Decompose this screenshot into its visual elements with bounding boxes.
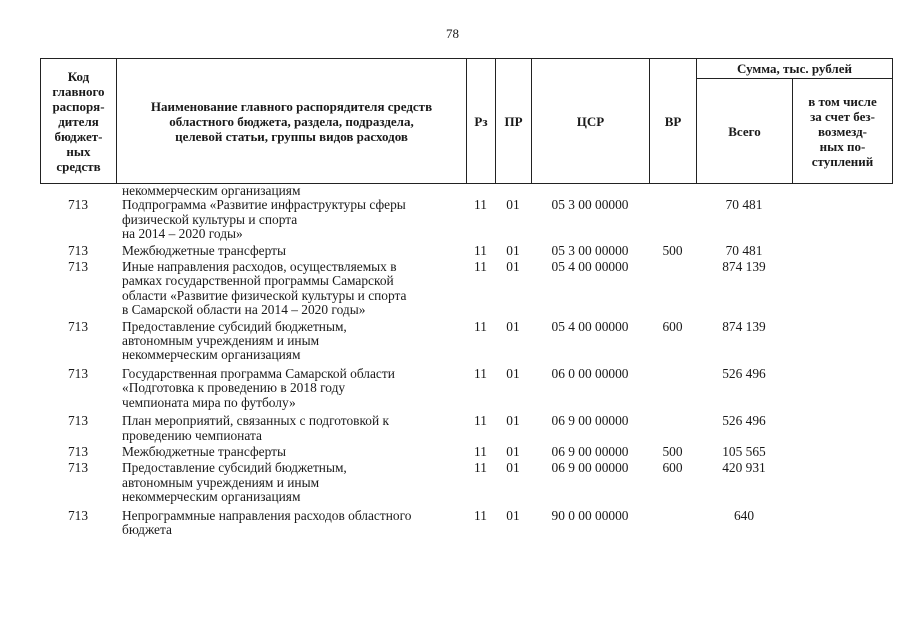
cell-name-line: физической культуры и спорта (122, 211, 298, 227)
cell-total: 874 139 (722, 318, 766, 334)
cell-name-line: области «Развитие физической культуры и спорта (122, 287, 407, 303)
table-body (40, 184, 892, 537)
table-row (40, 461, 892, 504)
cell-name (116, 320, 466, 363)
cell-vr: 500 (662, 443, 683, 459)
cell-code: 713 (67, 259, 89, 275)
cell-vr: 600 (662, 318, 683, 334)
table-row (40, 260, 892, 318)
cell-vr: 600 (662, 460, 683, 476)
cell-name-line: чемпионата мира по футболу» (122, 394, 296, 410)
continuation-row (40, 184, 892, 198)
header-total: Всего (697, 79, 793, 184)
cell-total: 526 496 (722, 413, 766, 429)
table-row (40, 445, 892, 459)
cell-name-line: Межбюджетные трансферты (122, 443, 286, 459)
cell-rz: 11 (474, 259, 487, 275)
cell-rz: 11 (474, 443, 487, 459)
cell-rz: 11 (474, 242, 487, 258)
header-vr: ВР (650, 59, 697, 184)
cell-pr: 01 (506, 197, 520, 213)
table-header (40, 58, 893, 184)
table-row (40, 367, 892, 410)
cell-name-line: рамках государственной программы Самарской (122, 273, 394, 289)
cell-name-line: Предоставление субсидий бюджетным, (122, 318, 347, 334)
cell-name-line: «Подготовка к проведению в 2018 году (122, 380, 346, 396)
cell-name (116, 367, 466, 410)
cell-name (116, 414, 466, 443)
header-csr: ЦСР (532, 59, 650, 184)
cell-pr: 01 (506, 443, 520, 459)
cell-name (116, 260, 466, 318)
table-row (40, 320, 892, 363)
header-code: Код главного распоря- дителя бюджет- ных средств (41, 59, 117, 184)
cell-name-line: бюджета (122, 521, 172, 537)
cell-pr: 01 (506, 259, 520, 275)
cell-csr: 05 4 00 00000 (551, 259, 629, 275)
cell-pr: 01 (506, 318, 520, 334)
cell-total: 70 481 (725, 242, 763, 258)
cell-pr: 01 (506, 365, 520, 381)
cell-code: 713 (67, 443, 89, 459)
rows-container (40, 198, 892, 537)
cell-pr: 01 (506, 507, 520, 523)
continuation-text: некоммерческим организациям (122, 183, 301, 198)
cell-total: 105 565 (722, 443, 766, 459)
cell-name-line: Предоставление субсидий бюджетным, (122, 460, 347, 476)
cell-name-line: проведению чемпионата (122, 427, 262, 443)
cell-name-line: Межбюджетные трансферты (122, 242, 286, 258)
cell-name-line: Подпрограмма «Развитие инфраструктуры сферы (122, 197, 406, 213)
header-pr: ПР (496, 59, 532, 184)
cell-csr: 05 3 00 00000 (551, 242, 629, 258)
cell-rz: 11 (474, 413, 487, 429)
cell-csr: 06 9 00 00000 (551, 413, 629, 429)
cell-csr: 06 9 00 00000 (551, 443, 629, 459)
table-row (40, 198, 892, 241)
cell-name-line: автономным учреждениям и иным (122, 474, 320, 490)
cell-name (116, 509, 466, 538)
cell-total: 526 496 (722, 365, 766, 381)
cell-name-line: Непрограммные направления расходов областного (122, 507, 412, 523)
cell-total: 420 931 (722, 460, 766, 476)
cell-code: 713 (67, 507, 89, 523)
cell-pr: 01 (506, 413, 520, 429)
cell-total: 640 (733, 507, 755, 523)
cell-code: 713 (67, 197, 89, 213)
cell-total: 70 481 (725, 197, 763, 213)
cell-name-line: автономным учреждениям и иным (122, 333, 320, 349)
cell-csr: 05 4 00 00000 (551, 318, 629, 334)
header-sum: Сумма, тыс. рублей (697, 59, 893, 79)
cell-csr: 90 0 00 00000 (551, 507, 629, 523)
cell-name-line: в Самарской области на 2014 – 2020 годы» (122, 302, 366, 318)
cell-rz: 11 (474, 197, 487, 213)
cell-rz: 11 (474, 460, 487, 476)
table-row (40, 244, 892, 258)
cell-rz: 11 (474, 318, 487, 334)
cell-name-line: на 2014 – 2020 годы» (122, 226, 243, 242)
header-name: Наименование главного распорядителя средств областного бюджета, раздела, подраздела, целевой статьи, группы видов расходов (117, 59, 467, 184)
cell-pr: 01 (506, 242, 520, 258)
cell-name (116, 445, 466, 459)
cell-code: 713 (67, 242, 89, 258)
cell-name-line: Иные направления расходов, осуществляемых в (122, 259, 397, 275)
cell-csr: 05 3 00 00000 (551, 197, 629, 213)
cell-csr: 06 9 00 00000 (551, 460, 629, 476)
cell-name-line: Государственная программа Самарской области (122, 365, 395, 381)
cell-vr: 500 (662, 242, 683, 258)
table-row (40, 414, 892, 443)
cell-pr: 01 (506, 460, 520, 476)
cell-rz: 11 (474, 365, 487, 381)
page-number: 78 (446, 26, 459, 41)
table-row (40, 509, 892, 538)
cell-rz: 11 (474, 507, 487, 523)
cell-csr: 06 0 00 00000 (551, 365, 629, 381)
cell-name (116, 244, 466, 258)
cell-name-line: некоммерческим организациям (122, 489, 301, 505)
cell-name (116, 198, 466, 241)
cell-code: 713 (67, 318, 89, 334)
header-bezv: в том числе за счет без- возмезд- ных по- ступлений (793, 79, 893, 184)
header-rz: Рз (467, 59, 496, 184)
cell-name-line: некоммерческим организациям (122, 347, 301, 363)
cell-total: 874 139 (722, 259, 766, 275)
cell-code: 713 (67, 413, 89, 429)
cell-name-line: План мероприятий, связанных с подготовкой к (122, 413, 390, 429)
cell-code: 713 (67, 460, 89, 476)
cell-code: 713 (67, 365, 89, 381)
cell-name (116, 461, 466, 504)
